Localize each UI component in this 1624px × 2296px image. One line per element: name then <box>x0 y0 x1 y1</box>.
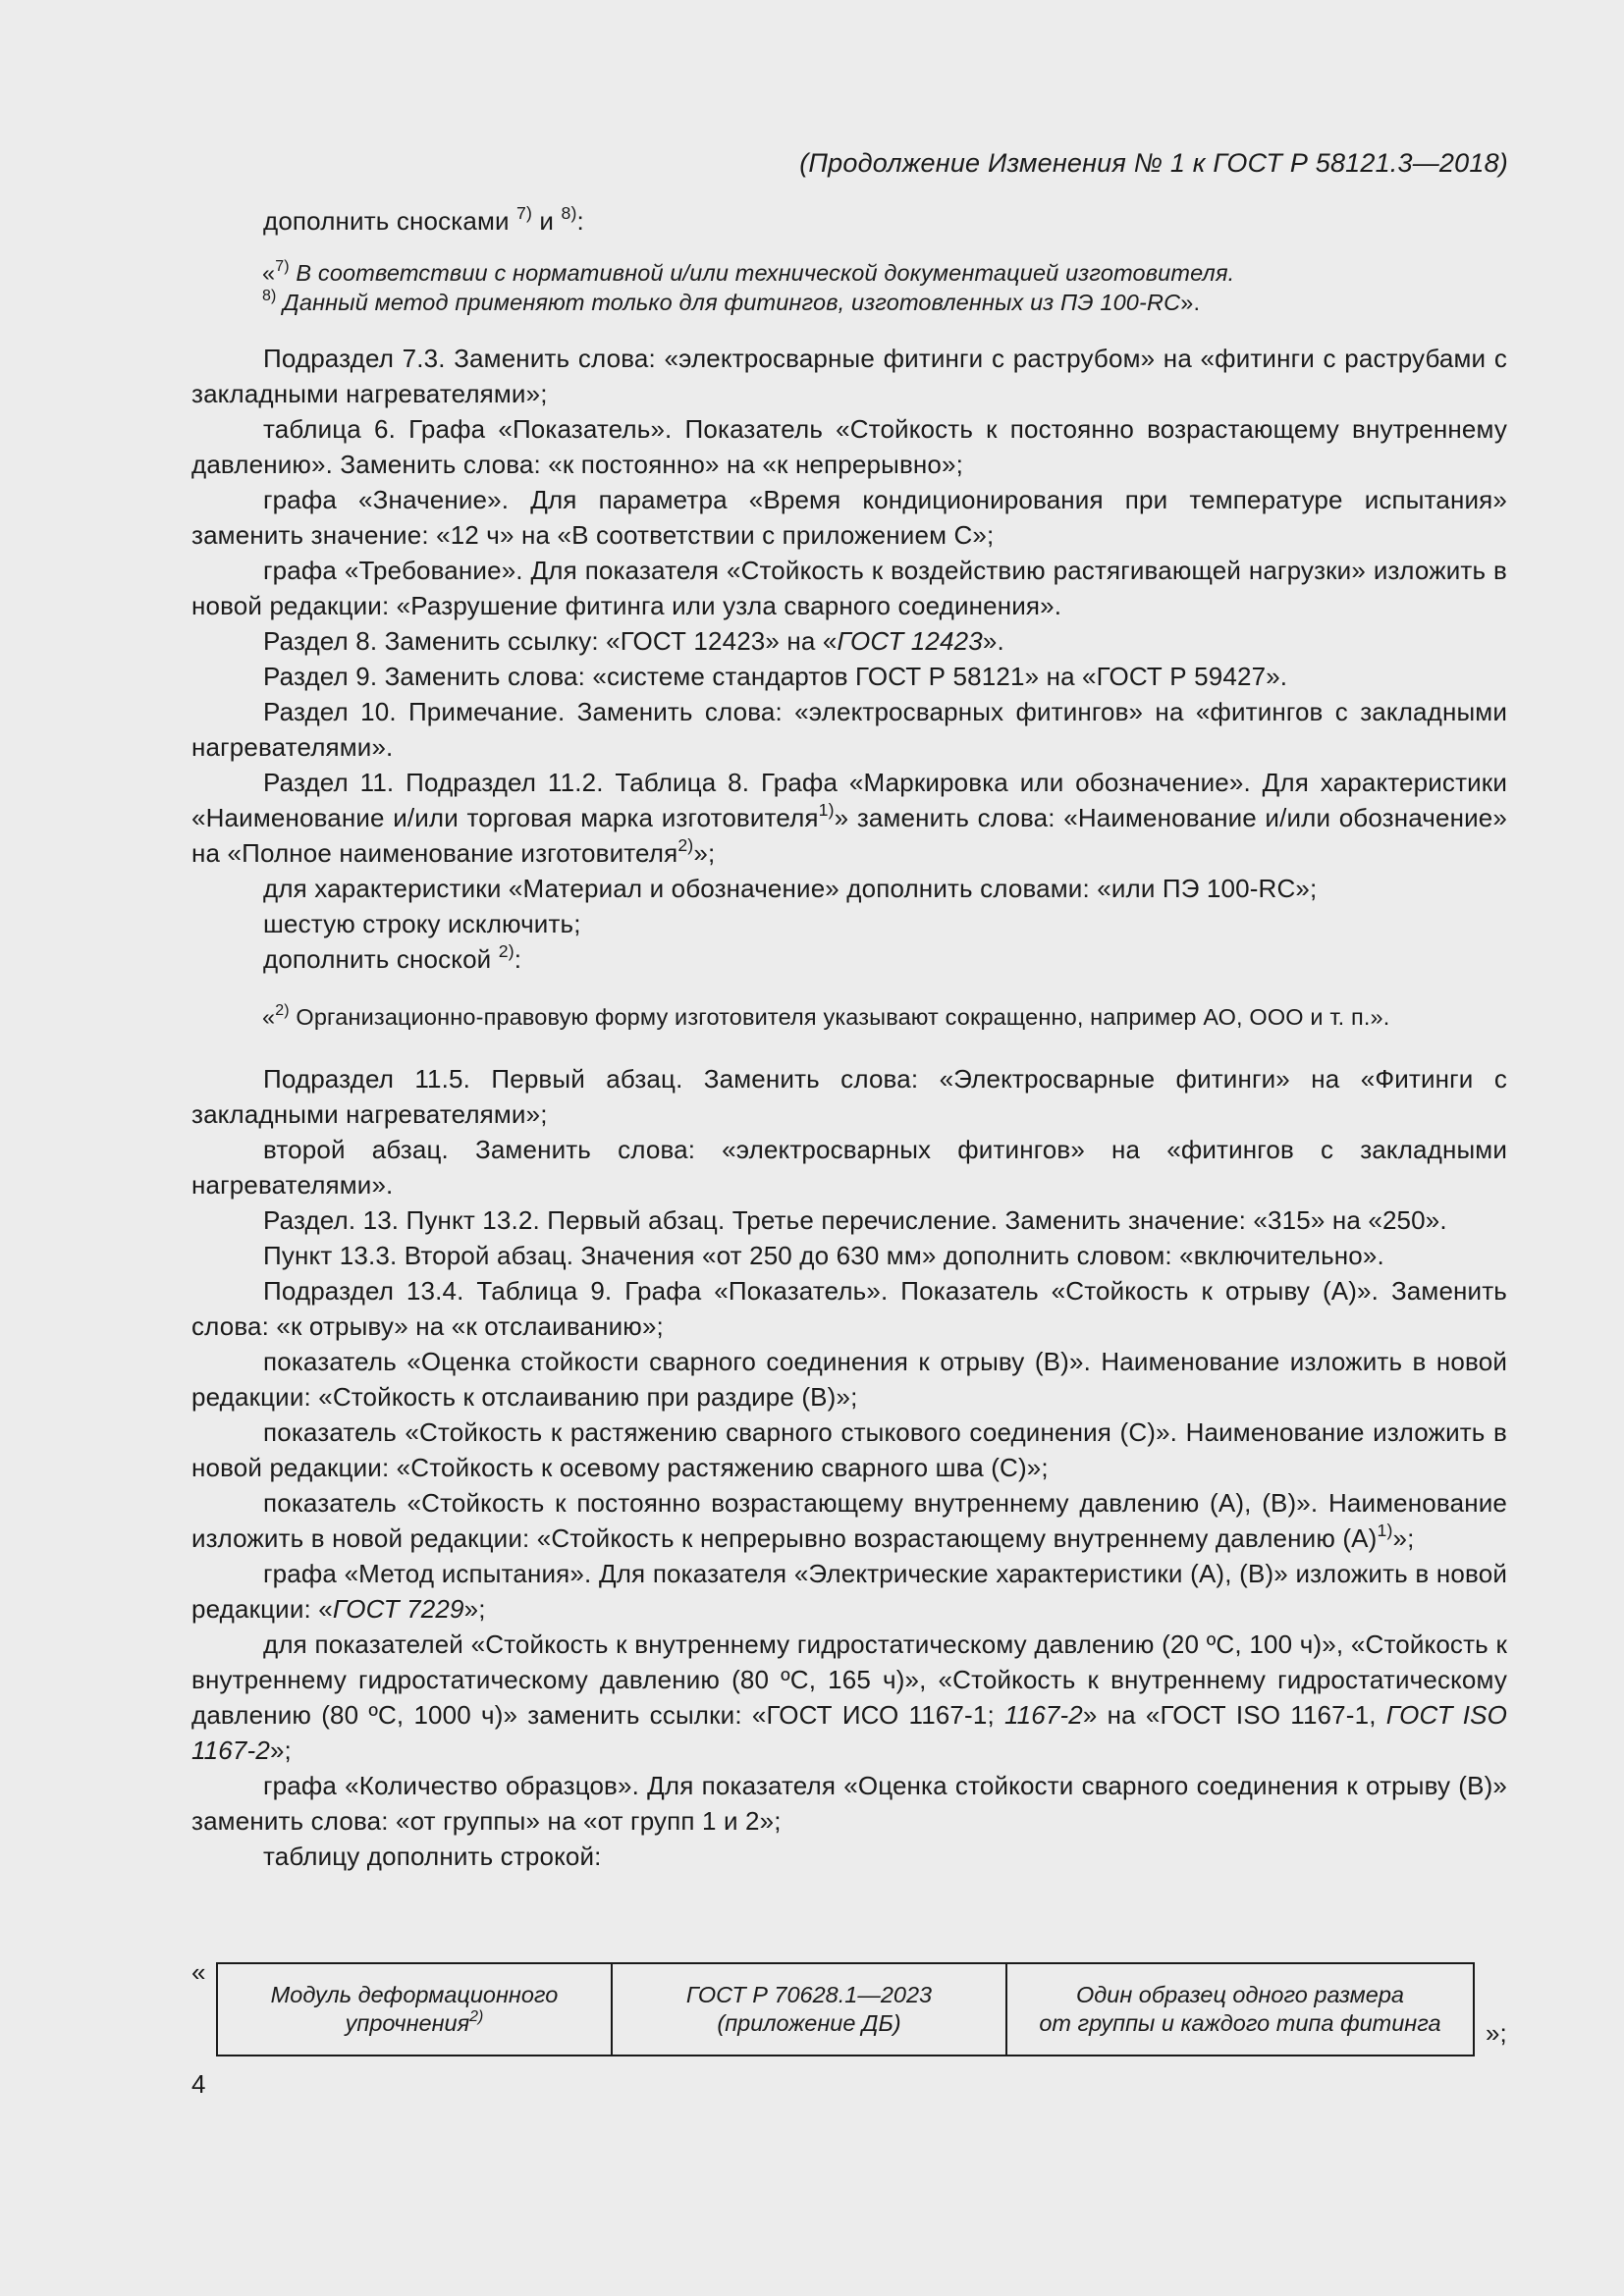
paragraph: Раздел. 13. Пункт 13.2. Первый абзац. Третье перечисление. Заменить значение: «315» на «250». <box>263 1205 1447 1235</box>
document-body <box>191 203 1507 1874</box>
table <box>216 1962 1475 2056</box>
paragraph: Подраздел 7.3. Заменить слова: «электросварные фитинги с раструбом» на «фитинги с раструбами с закладными нагревателями»; <box>191 344 1507 408</box>
paragraph: Раздел 8. Заменить ссылку: «ГОСТ 12423» на «ГОСТ 12423». <box>263 626 1004 656</box>
table-row <box>217 1963 1474 2056</box>
paragraph: шестую строку исключить; <box>263 909 581 938</box>
page-header: (Продолжение Изменения № 1 к ГОСТ Р 58121.3—2018) <box>799 148 1508 178</box>
table-cell: Модуль деформационного упрочнения$^{2)}$ <box>217 1963 612 2056</box>
paragraph: показатель «Оценка стойкости сварного соединения к отрыву (В)». Наименование изложить в новой редакции: «Стойкость к отслаиванию при раздире (В)»; <box>191 1347 1507 1412</box>
paragraph: Подраздел 13.4. Таблица 9. Графа «Показатель». Показатель «Стойкость к отрыву (А)». Заменить слова: «к отрыву» на «к отслаиванию»; <box>191 1276 1507 1341</box>
paragraph: Раздел 10. Примечание. Заменить слова: «электросварных фитингов» на «фитингов с закладными нагревателями». <box>191 697 1507 762</box>
footnote-block <box>262 258 1507 317</box>
paragraph: Раздел 11. Подраздел 11.2. Таблица 8. Графа «Маркировка или обозначение». Для характеристики «Наименование и/или торговая марка изготовителя$^{1)}$» заменить слова: «Наименование и/или обозначение» на «Полное наименование изготовителя$^{2)}$»; <box>191 768 1507 868</box>
open-quote: « <box>191 1957 206 1987</box>
paragraph: графа «Требование». Для показателя «Стойкость к воздействию растягивающей нагрузки» изложить в новой редакции: «Разрушение фитинга или узла сварного соединения». <box>191 556 1507 620</box>
page-number: 4 <box>191 2069 206 2099</box>
paragraph: дополнить сноской $^{2)}$: <box>263 940 522 974</box>
paragraph: графа «Метод испытания». Для показателя «Электрические характеристики (А), (В)» изложить в новой редакции: «ГОСТ 7229»; <box>191 1559 1507 1624</box>
paragraph: Пункт 13.3. Второй абзац. Значения «от 250 до 630 мм» дополнить словом: «включительно». <box>263 1241 1384 1270</box>
paragraph: дополнить сносками $^{7)}$ и $^{8)}$: <box>263 202 584 236</box>
footnote-7: «$^{7)}$ В соответствии с нормативной и/или технической документацией изготовителя. <box>262 257 1235 286</box>
footnote-2: «$^{2)}$ Организационно-правовую форму изготовителя указывают сокращенно, например АО, ООО и т. п.». <box>262 1001 1390 1030</box>
paragraph: Раздел 9. Заменить слова: «системе стандартов ГОСТ Р 58121» на «ГОСТ Р 59427». <box>263 662 1288 691</box>
table-cell: Один образец одного размера от группы и каждого типа фитинга <box>1006 1963 1474 2056</box>
footnote-8: $^{8)}$ Данный метод применяют только для фитингов, изготовленных из ПЭ 100-RC». <box>262 287 1201 315</box>
paragraph: второй абзац. Заменить слова: «электросварных фитингов» на «фитингов с закладными нагревателями». <box>191 1135 1507 1200</box>
paragraph: показатель «Стойкость к постоянно возрастающему внутреннему давлению (А), (В)». Наименование изложить в новой редакции: «Стойкость к непрерывно возрастающему внутреннему давлению $(А)^{1)}$»; <box>191 1488 1507 1553</box>
close-quote: »; <box>1486 2018 1507 2048</box>
added-row-table <box>191 1957 1507 2056</box>
paragraph: для характеристики «Материал и обозначение» дополнить словами: «или ПЭ 100-RC»; <box>263 874 1318 903</box>
paragraph: Подраздел 11.5. Первый абзац. Заменить слова: «Электросварные фитинги» на «Фитинги с закладными нагревателями»; <box>191 1064 1507 1129</box>
paragraph: таблицу дополнить строкой: <box>263 1842 602 1871</box>
paragraph: графа «Значение». Для параметра «Время кондиционирования при температуре испытания» заменить значение: «12 ч» на «В соответствии с приложением С»; <box>191 485 1507 550</box>
paragraph: таблица 6. Графа «Показатель». Показатель «Стойкость к постоянно возрастающему внутреннему давлению». Заменить слова: «к постоянно» на «к непрерывно»; <box>191 414 1507 479</box>
paragraph: для показателей «Стойкость к внутреннему гидростатическому давлению (20 ºС, 100 ч)», «Стойкость к внутреннему гидростатическому давлению (80 ºС, 165 ч)», «Стойкость к внутреннему гидростатическому давлению (80 ºС, 1000 ч)» заменить ссылки: «ГОСТ ИСО 1167-1; 1167-2» на «ГОСТ ISO 1167-1, ГОСТ ISO 1167-2»; <box>191 1629 1507 1765</box>
paragraph: графа «Количество образцов». Для показателя «Оценка стойкости сварного соединения к отрыву (В)» заменить слова: «от группы» на «от групп 1 и 2»; <box>191 1771 1507 1836</box>
paragraph: показатель «Стойкость к растяжению сварного стыкового соединения (С)». Наименование изложить в новой редакции: «Стойкость к осевому растяжению сварного шва (С)»; <box>191 1417 1507 1482</box>
table-cell: ГОСТ Р 70628.1—2023 (приложение ДБ) <box>612 1963 1006 2056</box>
